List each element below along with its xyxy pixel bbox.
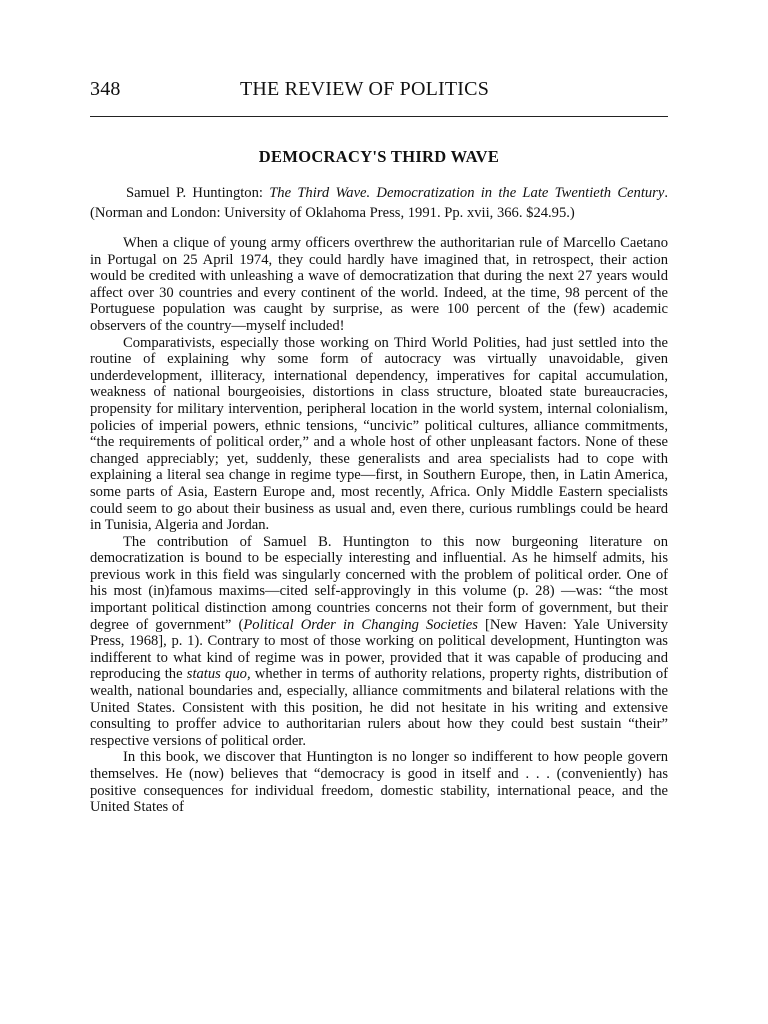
review-title: DEMOCRACY'S THIRD WAVE	[258, 147, 500, 166]
page-number: 348	[90, 78, 121, 100]
paragraph-1: When a clique of young army officers overthrew the authoritarian rule of Marcello Caetano in Portugal on 25 April 1974, they could hardly have imagined that, in retrospect, their action would be credited with unleashing a wave of democratization that during the next 27 years would affect over 30 countries and every continent of the world. Indeed, at the time, 98 percent of the Portuguese population was caught by surprise, as were 100 percent of the (few) academic observers of the country—myself included!	[90, 235, 668, 334]
paragraph-3	[90, 534, 668, 750]
paragraph-3-book-title: Political Order in Changing Societies	[243, 616, 478, 633]
citation-book-title: The Third Wave. Democratization in the Late Twentieth Century	[269, 185, 665, 201]
paragraph-3-text-1: The contribution of Samuel B. Huntington to this now burgeoning literature on democratization is bound to be especially interesting and influential. As he himself admits, his previous work in this field was singularly concerned with the problem of political order. One of his most (in)famous maxims—cited self-approvingly in this volume (p. 28) —was: “the most important political distinction among countries concerns not their form of government, but their degree of government” (	[90, 533, 668, 633]
paragraph-3-text-2: [New Haven: Yale University Press, 1968], p. 1). Contrary to most of those working on political development, Huntington was indifferent to what kind of regime was in power, provided that it was capable of producing and reproducing the	[90, 616, 669, 683]
header-rule	[90, 116, 668, 117]
book-citation	[90, 183, 668, 223]
paragraph-4: In this book, we discover that Huntington is no longer so indifferent to how people govern themselves. He (now) believes that “democracy is good in itself and . . . (conveniently) has positive consequences for individual freedom, domestic stability, international peace, and the United States of	[90, 749, 668, 816]
citation-publication: . (Norman and London: University of Oklahoma Press, 1991. Pp. xvii, 366. $24.95.)	[90, 185, 668, 221]
journal-title: THE REVIEW OF POLITICS	[240, 78, 490, 100]
paragraph-3-status-quo: status quo	[186, 666, 247, 683]
document-page	[90, 78, 668, 816]
paragraph-2: Comparativists, especially those working on Third World Polities, had just settled into the routine of explaining why some form of autocracy was virtually unavoidable, given underdevelopment, illiteracy, international dependency, imperatives for capital accumulation, weakness of national bourgeoisies, distortions in class structure, bloated state bureaucracies, propensity for military intervention, peripheral location in the world system, internal colonialism, policies of imperial powers, ethnic tensions, “uncivic” political cultures, alliance commitments, “the requirements of political order,” and a whole host of other unpleasant factors. None of these changed appreciably; yet, suddenly, these generalists and area specialists had to cope with explaining a literal sea change in regime type—first, in Southern Europe, then, in Latin America, some parts of Asia, Eastern Europe and, most recently, Africa. Only Middle Eastern specialists could seem to go about their business as usual and, even there, curious rumblings could be heard in Tunisia, Algeria and Jordan.	[90, 334, 668, 534]
running-head	[90, 78, 668, 112]
paragraph-3-text-3: , whether in terms of authority relations, property rights, distribution of wealth, national boundaries and, especially, alliance commitments and bilateral relations with the United States. Consistent with this position, he did not hesitate in his writing and extensive consulting to proffer advice to authoritarian rulers about how they could best sustain “their” respective versions of political order.	[90, 666, 668, 749]
citation-author: Samuel P. Huntington:	[126, 185, 270, 201]
review-body	[90, 235, 668, 816]
